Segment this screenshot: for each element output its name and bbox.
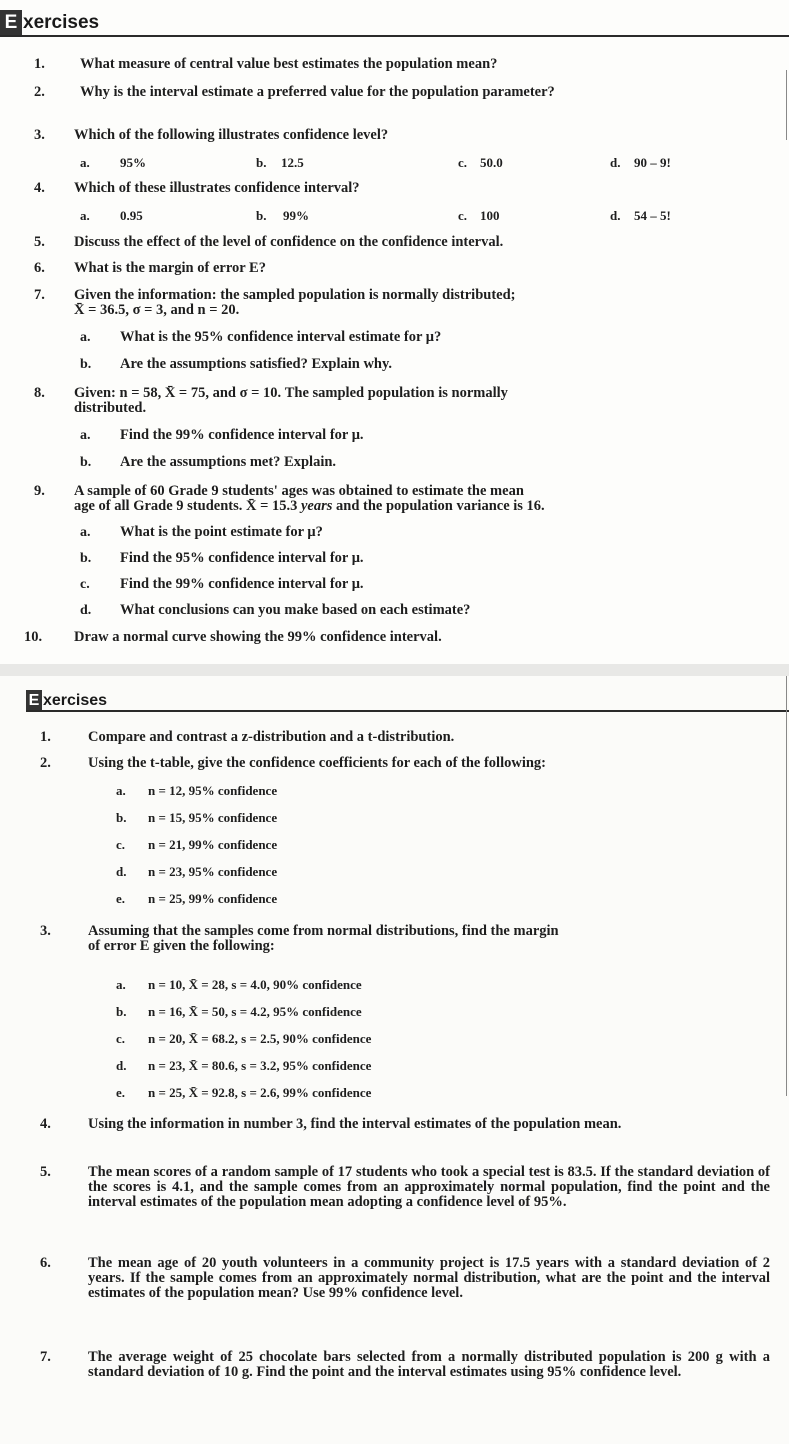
heading-rule (0, 35, 789, 37)
option-value: 90 – 9! (634, 155, 671, 170)
option-letter: a. (80, 155, 90, 170)
option-value: 99% (283, 208, 309, 223)
question-text: Using the t-table, give the confidence coefficients for each of the following: (88, 755, 547, 771)
question-text: Compare and contrast a z-distribution and a t-distribution. (88, 729, 455, 745)
option-letter: c. (458, 155, 468, 170)
question-number: 3. (34, 127, 45, 143)
question-text: Using the information in number 3, find the interval estimates of the population mean. (88, 1116, 622, 1132)
option-value: 100 (480, 208, 500, 223)
question-text: Which of the following illustrates confidence level? (74, 127, 389, 143)
question-number: 4. (40, 1116, 51, 1132)
sub-letter: a. (80, 330, 91, 345)
question-text-italic: years (300, 498, 333, 514)
question-number: 8. (34, 385, 45, 401)
question-number: 6. (40, 1255, 51, 1271)
question-text: Why is the interval estimate a preferred value for the population parameter? (80, 84, 555, 100)
question-number: 4. (34, 180, 45, 196)
sub-question: n = 21, 99% confidence (148, 837, 278, 852)
sub-question: What is the 95% confidence interval estimate for μ? (120, 329, 442, 345)
question-text: The mean age of 20 youth volunteers in a community project is 17.5 years with a standard deviation of 2 years. If the sample comes from an approximately normal distribution, what are the point and the interval estimates of the population mean? Use 99% confidence level. (88, 1255, 770, 1301)
sub-question: Are the assumptions satisfied? Explain why. (120, 356, 393, 372)
exercises-page-1 (0, 0, 789, 664)
sub-letter: e. (116, 1085, 126, 1100)
question-number: 10. (24, 629, 43, 645)
question-text-line2: of error E given the following: (88, 938, 275, 954)
sub-question: n = 25, X̄ = 92.8, s = 2.6, 99% confidence (148, 1085, 372, 1100)
question-text-part: and the population variance is 16. (332, 498, 545, 514)
question-text: The mean scores of a random sample of 17 students who took a special test is 83.5. If the standard deviation of the scores is 4.1, and the sample comes from an approximately normal population, find the point and the interval estimates of the population mean adopting a confidence level of 95%. (88, 1164, 770, 1210)
sub-letter: a. (116, 977, 126, 992)
section-heading (26, 690, 107, 712)
question-number: 1. (40, 729, 51, 745)
sub-question: n = 23, X̄ = 80.6, s = 3.2, 95% confidence (148, 1058, 372, 1073)
sub-letter: a. (80, 428, 91, 443)
question-text: Given: n = 58, X̄ = 75, and σ = 10. The sampled population is normally (74, 385, 508, 401)
heading-letter-box: E (26, 690, 42, 712)
question-number: 5. (40, 1164, 51, 1180)
sub-question: Are the assumptions met? Explain. (120, 454, 337, 470)
page-separator (0, 664, 789, 676)
sub-letter: d. (80, 603, 92, 618)
question-number: 1. (34, 56, 45, 72)
sub-question: n = 16, X̄ = 50, s = 4.2, 95% confidence (148, 1004, 362, 1019)
sub-question: n = 23, 95% confidence (148, 864, 278, 879)
sub-letter: c. (116, 1031, 126, 1046)
question-text: Draw a normal curve showing the 99% confidence interval. (74, 629, 442, 645)
sub-question: Find the 95% confidence interval for μ. (120, 550, 364, 566)
question-text: The average weight of 25 chocolate bars selected from a normally distributed population is 200 g with a standard deviation of 10 g. Find the point and the interval estimates using 95% confidence level. (88, 1349, 770, 1380)
option-value: 50.0 (480, 155, 503, 170)
page-edge (786, 676, 787, 1096)
sub-question: What conclusions can you make based on each estimate? (120, 602, 471, 618)
sub-letter: a. (116, 783, 126, 798)
option-value: 12.5 (281, 155, 304, 170)
sub-question: Find the 99% confidence interval for μ. (120, 576, 364, 592)
page-edge (786, 70, 787, 140)
sub-letter: b. (116, 810, 127, 825)
heading-text: xercises (43, 692, 108, 709)
sub-letter: d. (116, 864, 127, 879)
sub-question: n = 25, 99% confidence (148, 891, 278, 906)
option-letter: d. (610, 208, 621, 223)
option-letter: c. (458, 208, 468, 223)
question-text: What measure of central value best estimates the population mean? (80, 56, 498, 72)
option-value: 95% (120, 155, 146, 170)
option-value: 54 – 5! (634, 208, 671, 223)
option-letter: b. (256, 208, 267, 223)
question-number: 5. (34, 234, 45, 250)
question-text-line2: distributed. (74, 400, 147, 416)
question-text-line2 (74, 499, 545, 514)
question-text: Assuming that the samples come from normal distributions, find the margin (88, 923, 559, 939)
sub-question: What is the point estimate for μ? (120, 524, 323, 540)
sub-question: n = 12, 95% confidence (148, 783, 278, 798)
question-text-part: age of all Grade 9 students. X̄ = 15.3 (74, 498, 301, 514)
question-text: Which of these illustrates confidence interval? (74, 180, 360, 196)
sub-letter: b. (116, 1004, 127, 1019)
question-number: 2. (40, 755, 51, 771)
heading-text: xercises (23, 12, 100, 33)
sub-letter: e. (116, 891, 126, 906)
question-number: 6. (34, 260, 45, 276)
option-letter: a. (80, 208, 90, 223)
question-text: Discuss the effect of the level of confidence on the confidence interval. (74, 234, 504, 250)
sub-letter: b. (80, 551, 92, 566)
option-letter: b. (256, 155, 267, 170)
heading-rule (26, 710, 789, 712)
question-text-line2: X̄ = 36.5, σ = 3, and n = 20. (74, 302, 240, 318)
question-number: 7. (34, 287, 45, 303)
sub-question: Find the 99% confidence interval for μ. (120, 427, 364, 443)
question-text: Given the information: the sampled population is normally distributed; (74, 287, 516, 303)
option-value: 0.95 (120, 208, 143, 223)
exercises-page-2 (0, 676, 789, 1444)
sub-letter: a. (80, 525, 91, 540)
sub-letter: b. (80, 357, 92, 372)
question-text: What is the margin of error E? (74, 260, 266, 276)
sub-letter: d. (116, 1058, 127, 1073)
sub-letter: c. (116, 837, 126, 852)
question-text: A sample of 60 Grade 9 students' ages was obtained to estimate the mean (74, 483, 524, 499)
question-number: 9. (34, 483, 45, 499)
option-letter: d. (610, 155, 621, 170)
question-number: 3. (40, 923, 51, 939)
sub-question: n = 20, X̄ = 68.2, s = 2.5, 90% confidence (148, 1031, 372, 1046)
sub-letter: c. (80, 577, 90, 592)
question-number: 2. (34, 84, 45, 100)
question-number: 7. (40, 1349, 51, 1365)
section-heading (0, 10, 99, 36)
sub-question: n = 15, 95% confidence (148, 810, 278, 825)
sub-letter: b. (80, 455, 92, 470)
sub-question: n = 10, X̄ = 28, s = 4.0, 90% confidence (148, 977, 362, 992)
heading-letter-box: E (0, 10, 22, 36)
